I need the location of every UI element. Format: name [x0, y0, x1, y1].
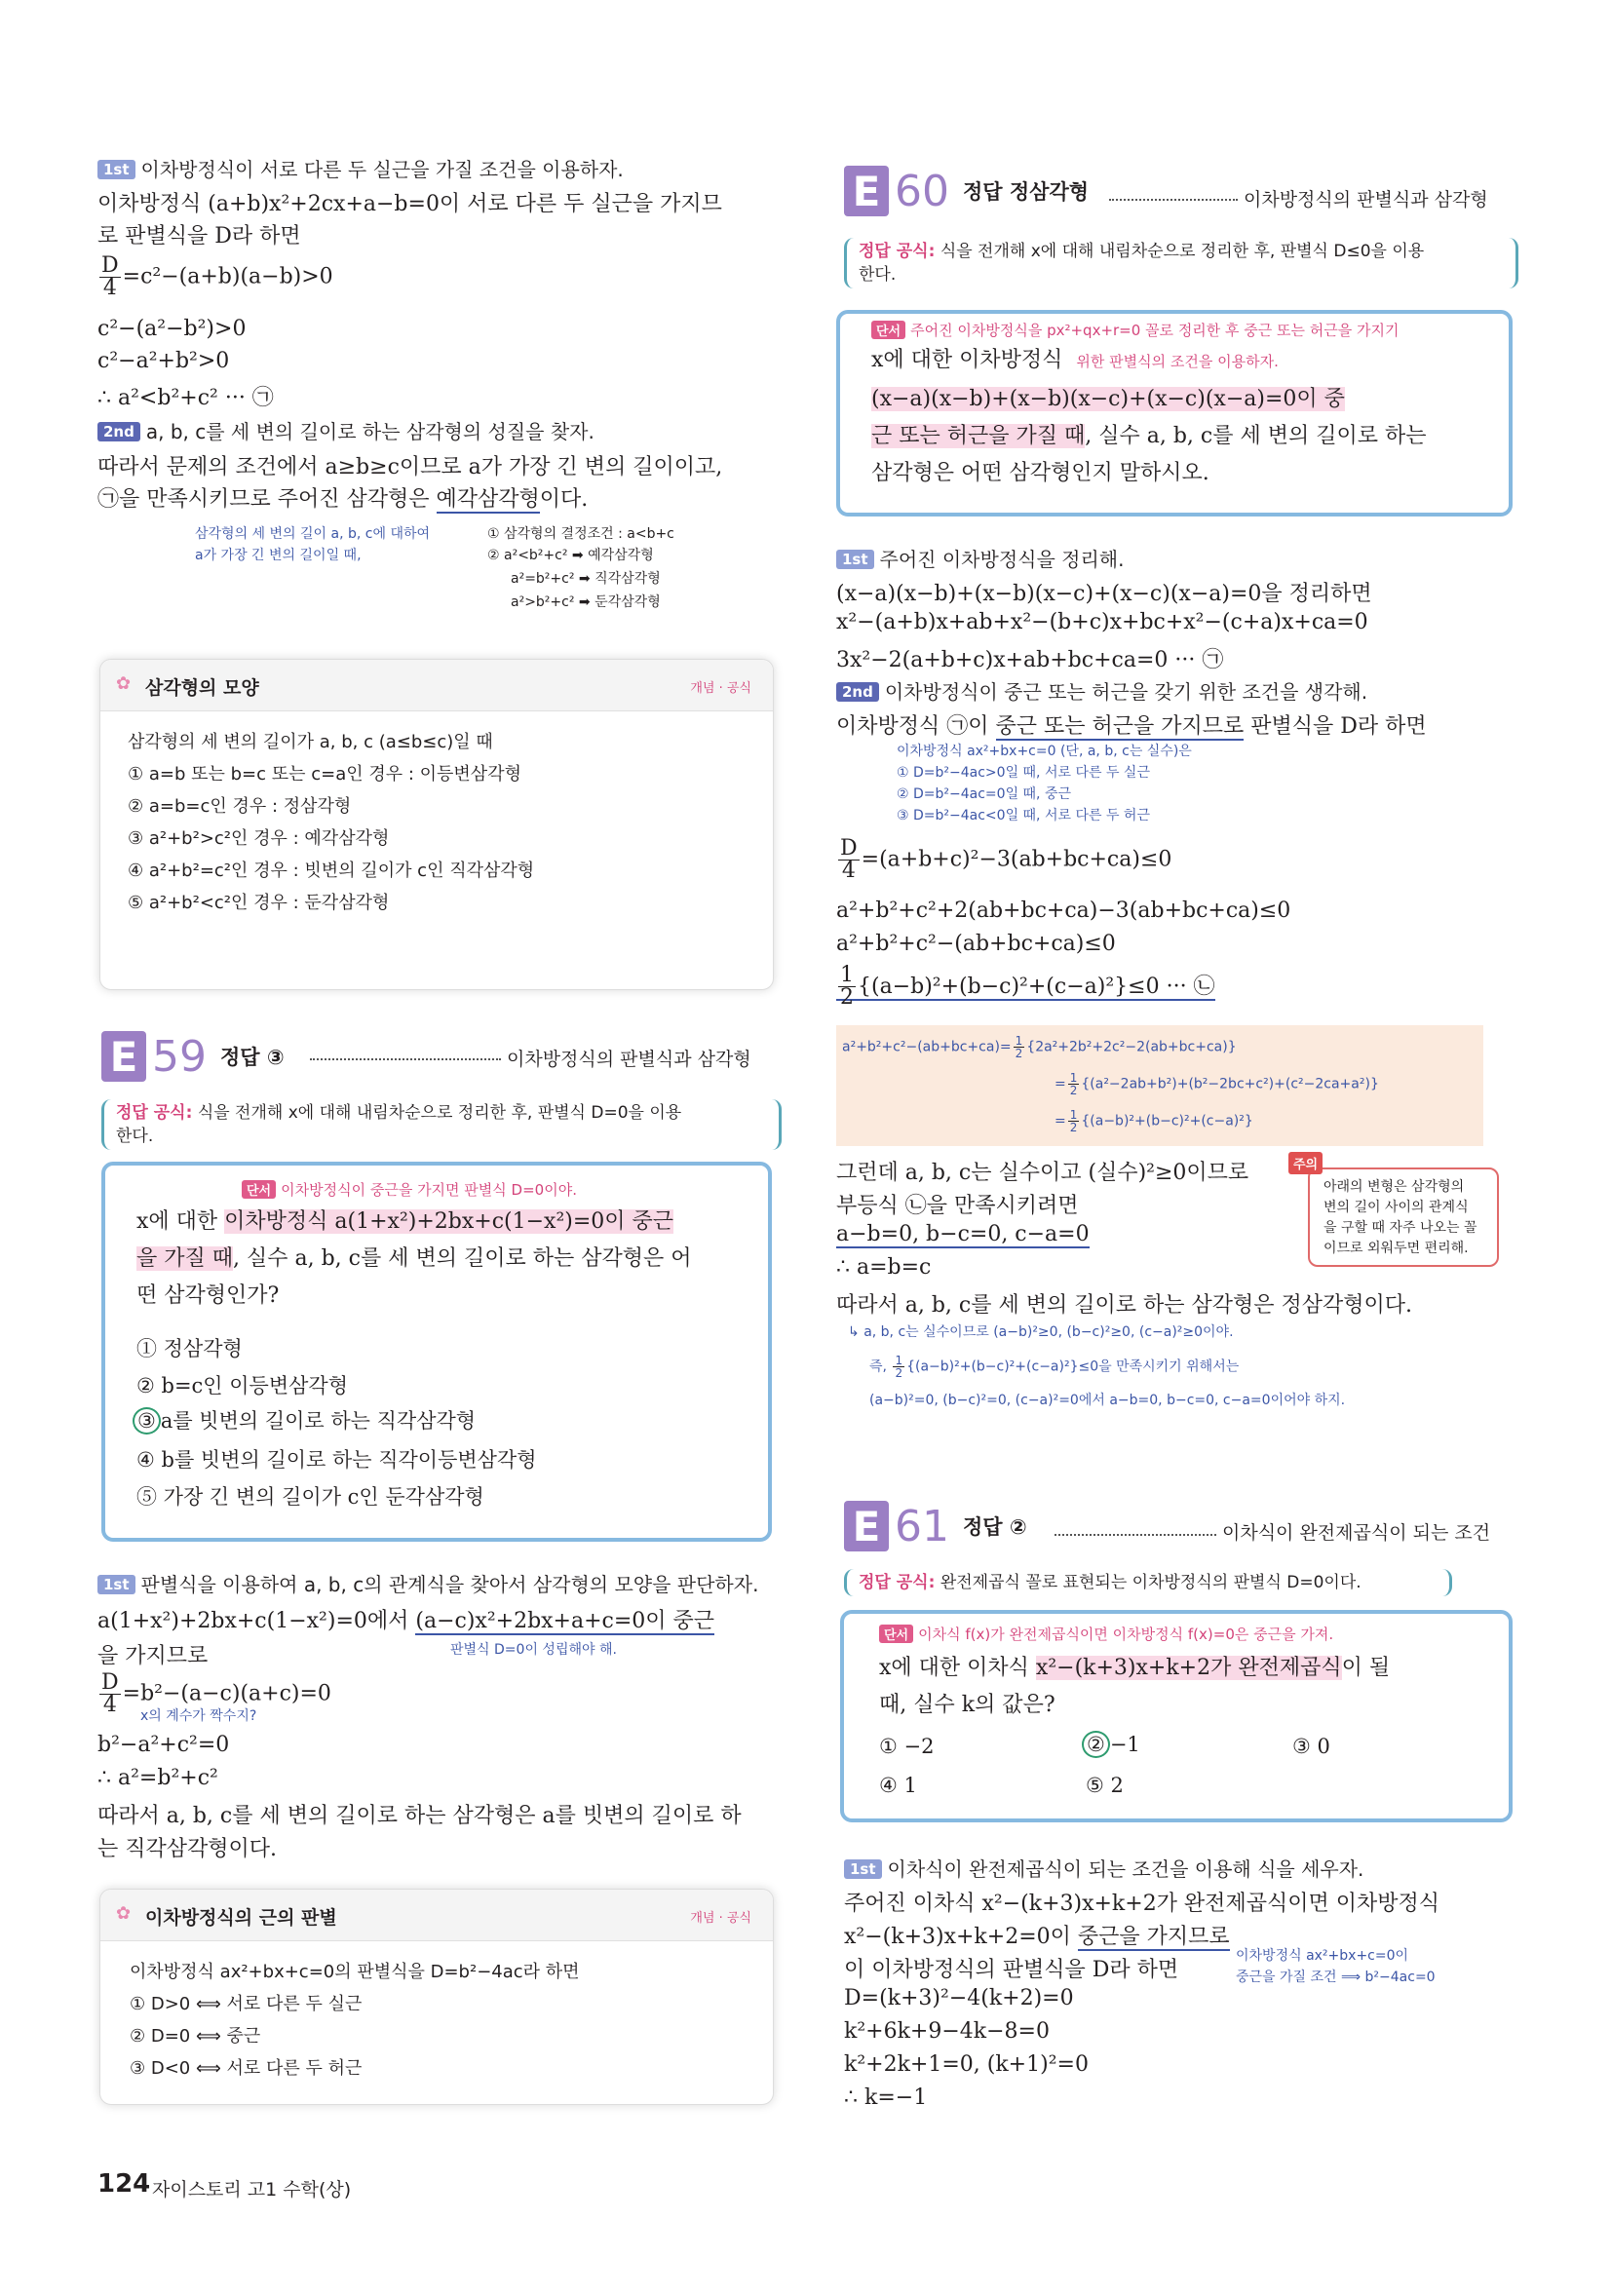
choice-2-answer[interactable]: ② −1 [1082, 1731, 1140, 1758]
problem-topic: 이차방정식의 판별식과 삼각형 [507, 1049, 751, 1070]
equation: ∴ a²<b²+c² ··· ㉠ [97, 386, 274, 410]
question-text: 근 또는 허근을 가질 때, 실수 a, b, c를 세 변의 길이로 하는 [871, 424, 1427, 448]
fraction: $\frac{D}{4}$ [101, 253, 119, 300]
equation: $\frac{1}{2}$ {(a−b)²+(b−c)²+(c−a)²}≤0 ··· ㉡ [836, 965, 1215, 1009]
equation: $\frac{D}{4}$ =c²−(a+b)(a−b)>0 [101, 253, 333, 300]
book-title: 자이스토리 고1 수학(상) [152, 2179, 352, 2200]
choice-4[interactable]: ④ 1 [879, 1774, 917, 1797]
equation: $\frac{D}{4}$ =(a+b+c)²−3(ab+bc+ca)≤0 [840, 836, 1172, 883]
page-number: 124 [97, 2169, 151, 2199]
answer-formula: 정답 공식: 완전제곱식 꼴로 표현되는 이차방정식의 판별식 D=0이다. [844, 1569, 1452, 1596]
concept-line: ③ a²+b²>c²인 경우 : 예각삼각형 [128, 828, 390, 849]
solution-line: 는 직각삼각형이다. [97, 1837, 278, 1861]
concept-title: 삼각형의 모양 [145, 677, 259, 699]
side-note: ① D=b²−4ac>0일 때, 서로 다른 두 실근 [897, 765, 1150, 781]
side-note: 판별식 D=0이 성립해야 해. [450, 1642, 617, 1658]
expansion-line: a²+b²+c²−(ab+bc+ca)= $\frac{1}{2}$ {2a²+2b²+2c²−2(ab+bc+ca)} [842, 1034, 1237, 1060]
concept-title: 이차방정식의 근의 판별 [145, 1907, 337, 1929]
question-text: 때, 실수 k의 값은? [879, 1693, 1055, 1717]
problem-header-e60 [844, 166, 1089, 216]
equation: b²−a²+c²=0 [97, 1733, 230, 1757]
question-text: x에 대한 이차식 x²−(k+3)x+k+2가 완전제곱식이 될 [879, 1656, 1391, 1680]
solution-line: 이 이차방정식의 판별식을 D라 하면 [844, 1958, 1179, 1982]
problem-topic: 이차방정식의 판별식과 삼각형 [1244, 189, 1488, 210]
problem-number: 61 [895, 1501, 949, 1551]
problem-header-e61 [844, 1501, 1027, 1551]
problem-number: 60 [895, 166, 949, 216]
side-note: a²=b²+c² ➡ 직각삼각형 [511, 571, 661, 587]
solution-line: 주어진 이차식 x²−(k+3)x+k+2가 완전제곱식이면 이차방정식 [844, 1892, 1439, 1916]
step2-line: 2nd 이차방정식이 중근 또는 허근을 갖기 위한 조건을 생각해. [836, 676, 1367, 705]
equation: ∴ k=−1 [844, 2086, 928, 2110]
side-note: ② a²<b²+c² ➡ 예각삼각형 [487, 548, 654, 563]
answer-circle-mark: ② [1082, 1731, 1110, 1758]
concept-line: ② D=0 ⟺ 중근 [130, 2026, 261, 2047]
hint-line: 단서 이차식 f(x)가 완전제곱식이면 이차방정식 f(x)=0은 중근을 가져. [879, 1624, 1333, 1644]
side-note: ③ D=b²−4ac<0일 때, 서로 다른 두 허근 [897, 808, 1150, 823]
equation: a−b=0, b−c=0, c−a=0 [836, 1222, 1090, 1246]
leader-dots [310, 1058, 501, 1060]
concept-box-header [100, 1890, 773, 1941]
choice-3-answer[interactable]: ③ a를 빗변의 길이로 하는 직각삼각형 [133, 1405, 476, 1435]
flower-icon: ✿ [116, 1903, 132, 1924]
equation: ∴ a²=b²+c² [97, 1766, 218, 1790]
concept-line: ③ D<0 ⟺ 서로 다른 두 허근 [130, 2058, 363, 2079]
equation: c²−(a²−b²)>0 [97, 317, 247, 341]
equation: $\frac{D}{4}$ =b²−(a−c)(a+c)=0 [101, 1670, 331, 1717]
question-box-e61 [840, 1610, 1513, 1822]
side-note: 삼각형의 세 변의 길이 a, b, c에 대하여 [195, 526, 431, 542]
side-note: 즉, $\frac{1}{2}$ {(a−b)²+(b−c)²+(c−a)²}≤0을 만족시키기 위해서는 [869, 1354, 1240, 1380]
solution-line: 그런데 a, b, c는 실수이고 (실수)²≥0이므로 [836, 1161, 1249, 1185]
solution-line: 을 가지므로 [97, 1644, 209, 1668]
concept-line: ④ a²+b²=c²인 경우 : 빗변의 길이가 c인 직각삼각형 [128, 861, 535, 881]
step1-line: 1st 판별식을 이용하여 a, b, c의 관계식을 찾아서 삼각형의 모양을 판단하자. [97, 1569, 758, 1597]
caution-box: 주의 아래의 변형은 삼각형의 변의 길이 사이의 관계식 을 구할 때 자주 나오는 꼴 이므로 외워두면 편리해. [1308, 1167, 1499, 1267]
concept-tag: 개념 · 공식 [690, 1911, 751, 1926]
step2-badge: 2nd [97, 422, 140, 441]
problem-letter: E [844, 1501, 889, 1551]
side-note: ① 삼각형의 결정조건 : a<b+c [487, 526, 674, 542]
side-note: a²>b²+c² ➡ 둔각삼각형 [511, 594, 661, 610]
answer-label: 정답 ③ [220, 1046, 285, 1069]
question-box-e59 [101, 1162, 772, 1542]
problem-topic: 이차식이 완전제곱식이 되는 조건 [1222, 1522, 1491, 1544]
hint-line: 단서 주어진 이차방정식을 px²+qx+r=0 꼴로 정리한 후 중근 또는 허근을 가지기 [871, 320, 1400, 340]
side-note: ↳ a, b, c는 실수이므로 (a−b)²≥0, (b−c)²≥0, (c−a)²≥0이야. [848, 1324, 1234, 1340]
step1-line: 1st 주어진 이차방정식을 정리해. [836, 544, 1124, 572]
equation: a²+b²+c²+2(ab+bc+ca)−3(ab+bc+ca)≤0 [836, 899, 1291, 923]
answer-circle-mark: ③ [133, 1407, 161, 1435]
solution-line: 이차방정식 ㉠이 중근 또는 허근을 가지므로 판별식을 D라 하면 [836, 714, 1427, 739]
equation: c²−a²+b²>0 [97, 349, 230, 373]
concept-tag: 개념 · 공식 [690, 681, 751, 696]
concept-line: ② a=b=c인 경우 : 정삼각형 [128, 796, 352, 817]
flower-icon: ✿ [116, 673, 132, 694]
solution-line: 이차방정식 (a+b)x²+2cx+a−b=0이 서로 다른 두 실근을 가지므 [97, 192, 722, 216]
solution-line: 따라서 a, b, c를 세 변의 길이로 하는 삼각형은 정삼각형이다. [836, 1293, 1412, 1318]
step1-line: 1st 이차식이 완전제곱식이 되는 조건을 이용해 식을 세우자. [844, 1854, 1363, 1882]
question-text: x에 대한 이차방정식 a(1+x²)+2bx+c(1−x²)=0이 중근 [136, 1209, 674, 1234]
problem-number: 59 [152, 1031, 207, 1082]
expansion-line: = $\frac{1}{2}$ {(a²−2ab+b²)+(b²−2bc+c²)+(c²−2ca+a²)} [1055, 1071, 1379, 1097]
concept-line: 이차방정식 ax²+bx+c=0의 판별식을 D=b²−4ac라 하면 [130, 1962, 580, 1982]
answer-formula: 정답 공식: 식을 전개해 x에 대해 내림차순으로 정리한 후, 판별식 D=0을 이용 한다. [101, 1099, 782, 1150]
choice-5[interactable]: ⑤ 가장 긴 변의 길이가 c인 둔각삼각형 [136, 1485, 484, 1509]
side-note: a가 가장 긴 변의 길이일 때, [195, 548, 362, 563]
problem-header-e59 [101, 1031, 285, 1082]
solution-line: (x−a)(x−b)+(x−b)(x−c)+(x−c)(x−a)=0을 정리하면 [836, 582, 1372, 606]
step1-badge: 1st [97, 160, 135, 179]
equation: D=(k+3)²−4(k+2)=0 [844, 1986, 1074, 2010]
expansion-line: = $\frac{1}{2}$ {(a−b)²+(b−c)²+(c−a)²} [1055, 1108, 1253, 1134]
concept-line: ① D>0 ⟺ 서로 다른 두 실근 [130, 1994, 363, 2014]
concept-box-triangle-shape [99, 659, 774, 990]
concept-box-header [100, 660, 773, 711]
side-note: 중근을 가질 조건 ⟹ b²−4ac=0 [1236, 1970, 1436, 1985]
solution-line: 따라서 문제의 조건에서 a≥b≥c이므로 a가 가장 긴 변의 길이이고, [97, 455, 723, 479]
leader-dots [1109, 199, 1238, 201]
leader-dots [1055, 1534, 1216, 1536]
solution-line: 로 판별식을 D라 하면 [97, 224, 301, 249]
problem-letter: E [101, 1031, 146, 1082]
side-note: 이차방정식 ax²+bx+c=0이 [1236, 1948, 1409, 1964]
concept-box-discriminant [99, 1889, 774, 2105]
side-note: (a−b)²=0, (b−c)²=0, (c−a)²=0에서 a−b=0, b−c=0, c−a=0이어야 하지. [869, 1393, 1346, 1408]
question-text: 을 가질 때, 실수 a, b, c를 세 변의 길이로 하는 삼각형은 어 [136, 1246, 692, 1271]
choice-1[interactable]: ① −2 [879, 1735, 935, 1758]
choice-1[interactable]: ① 정삼각형 [136, 1337, 243, 1360]
choice-3[interactable]: ③ 0 [1292, 1735, 1330, 1758]
question-text: 삼각형은 어떤 삼각형인지 말하시오. [871, 461, 1209, 485]
side-note: 이차방정식 ax²+bx+c=0 (단, a, b, c는 실수)은 [897, 744, 1192, 759]
hint-line: 단서 이차방정식이 중근을 가지면 판별식 D=0이야. [242, 1179, 577, 1200]
equation: x²−(a+b)x+ab+x²−(b+c)x+bc+x²−(c+a)x+ca=0 [836, 610, 1368, 634]
equation: k²+2k+1=0, (k+1)²=0 [844, 2052, 1089, 2077]
caution-tag: 주의 [1288, 1152, 1323, 1174]
solution-line: x²−(k+3)x+k+2=0이 중근을 가지므로 [844, 1925, 1230, 1949]
question-box-e60 [836, 310, 1513, 517]
question-text: 떤 삼각형인가? [136, 1283, 280, 1308]
choice-4[interactable]: ④ b를 빗변의 길이로 하는 직각이등변삼각형 [136, 1448, 537, 1472]
answer-label: 정답 ② [963, 1515, 1027, 1539]
equation: k²+6k+9−4k−8=0 [844, 2019, 1050, 2044]
concept-line: 삼각형의 세 변의 길이가 a, b, c (a≤b≤c)일 때 [128, 732, 493, 752]
equation: a²+b²+c²−(ab+bc+ca)≤0 [836, 932, 1116, 956]
step1-line: 1st 이차방정식이 서로 다른 두 실근을 가질 조건을 이용하자. [97, 154, 624, 182]
solution-line: ㉠을 만족시키므로 주어진 삼각형은 예각삼각형이다. [97, 487, 589, 512]
solution-line: 부등식 ㉡을 만족시키려면 [836, 1194, 1079, 1218]
equation: 3x²−2(a+b+c)x+ab+bc+ca=0 ··· ㉠ [836, 648, 1224, 672]
concept-line: ① a=b 또는 b=c 또는 c=a인 경우 : 이등변삼각형 [128, 764, 521, 784]
choice-2[interactable]: ② b=c인 이등변삼각형 [136, 1374, 348, 1397]
concept-line: ⑤ a²+b²<c²인 경우 : 둔각삼각형 [128, 893, 390, 913]
solution-line: a(1+x²)+2bx+c(1−x²)=0에서 (a−c)x²+2bx+a+c=0이 중근 [97, 1609, 715, 1633]
side-note: ② D=b²−4ac=0일 때, 중근 [897, 786, 1072, 802]
equation: ∴ a=b=c [836, 1255, 932, 1280]
solution-line: 따라서 a, b, c를 세 변의 길이로 하는 삼각형은 a를 빗변의 길이로 하 [97, 1804, 742, 1828]
choice-5[interactable]: ⑤ 2 [1086, 1774, 1124, 1797]
question-text: x에 대한 이차방정식 위한 판별식의 조건을 이용하자. [871, 348, 1279, 372]
problem-letter: E [844, 166, 889, 216]
answer-formula: 정답 공식: 식을 전개해 x에 대해 내림차순으로 정리한 후, 판별식 D≤0을 이용 한다. [844, 238, 1518, 288]
answer-label: 정답 정삼각형 [963, 180, 1090, 204]
side-note: x의 계수가 짝수지? [140, 1708, 257, 1724]
step2-line: 2nd a, b, c를 세 변의 길이로 하는 삼각형의 성질을 찾자. [97, 416, 595, 444]
question-text: (x−a)(x−b)+(x−b)(x−c)+(x−c)(x−a)=0이 중 [871, 387, 1345, 411]
